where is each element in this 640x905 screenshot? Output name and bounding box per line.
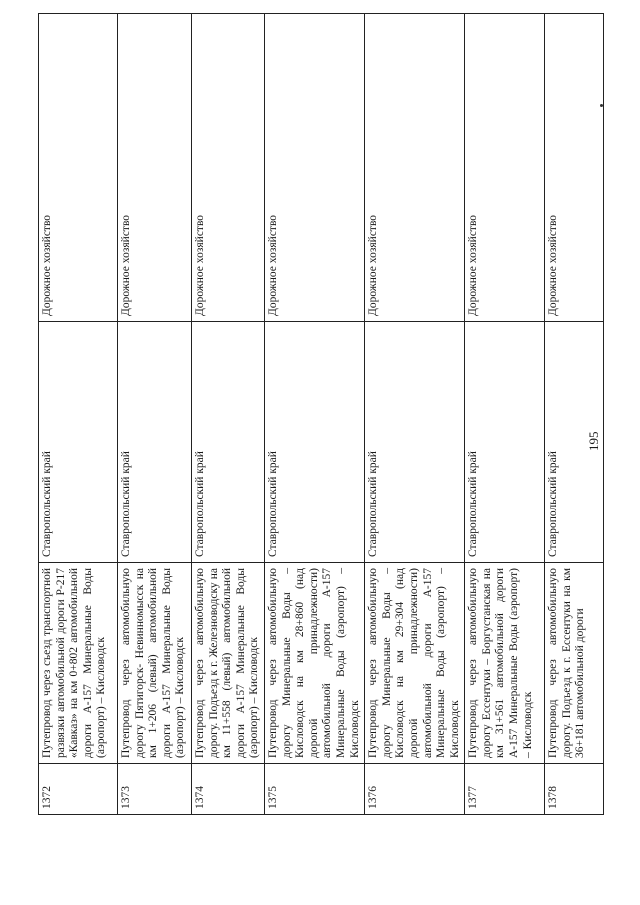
registry-table xyxy=(38,13,604,815)
object-name: Путепровод через автомобильную дорогу Минеральные Воды – Кисловодск на км 29+304 (над дорогой принадлежности) автомобильной дороги А-157 Минеральные Воды (аэропорт) – Кисловодск xyxy=(365,563,465,764)
row-number: 1375 xyxy=(264,764,364,815)
object-name: Путепровод через автомобильную дорогу. Подъезд к г. Ессентуки на км 36+181 автомобильной дороги xyxy=(545,563,604,764)
page-number: 195 xyxy=(586,431,601,451)
object-region: Ставропольский край xyxy=(365,322,465,563)
row-number: 1374 xyxy=(192,764,265,815)
row-number: 1378 xyxy=(545,764,604,815)
row-number: 1377 xyxy=(465,764,545,815)
object-sector: Дорожное хозяйство xyxy=(465,14,545,322)
table-row xyxy=(264,14,364,815)
table-row xyxy=(39,14,118,815)
row-number: 1372 xyxy=(39,764,118,815)
object-sector: Дорожное хозяйство xyxy=(264,14,364,322)
table-row xyxy=(118,14,192,815)
table-row xyxy=(365,14,465,815)
object-region: Ставропольский край xyxy=(118,322,192,563)
object-name: Путепровод через автомобильную дорогу Минеральные Воды – Кисловодск на км 28+860 (над дорогой принадлежности) автомобильной дороги А-157 Минеральные Воды (аэропорт) – Кисловодск xyxy=(264,563,364,764)
row-number: 1373 xyxy=(118,764,192,815)
object-name: Путепровод через автомобильную дорогу Ессентуки – Боргустанская на км 31+561 автомобильной дороги А-157 Минеральные Воды (аэропорт) – Кисловодск xyxy=(465,563,545,764)
row-number: 1376 xyxy=(365,764,465,815)
object-sector: Дорожное хозяйство xyxy=(365,14,465,322)
object-sector: Дорожное хозяйство xyxy=(118,14,192,322)
object-name: Путепровод через съезд транспортной развязки автомобильной дороги Р-217 «Кавказ» на км 0+802 автомобильной дороги А-157 Минеральные Воды (аэропорт) – Кисловодск xyxy=(39,563,118,764)
object-region: Ставропольский край xyxy=(192,322,265,563)
object-sector: Дорожное хозяйство xyxy=(192,14,265,322)
object-region: Ставропольский край xyxy=(39,322,118,563)
table-row xyxy=(192,14,265,815)
object-sector: Дорожное хозяйство xyxy=(39,14,118,322)
object-region: Ставропольский край xyxy=(545,322,604,563)
object-name: Путепровод через автомобильную дорогу. Подъезд к г. Железноводску на км 11+558 (левый) автомобильной дороги А-157 Минеральные Воды (аэропорт) – Кисловодск xyxy=(192,563,265,764)
table-row xyxy=(465,14,545,815)
object-sector: Дорожное хозяйство xyxy=(545,14,604,322)
object-name: Путепровод через автомобильную дорогу Пятигорск- Невинномысск на км 1+206 (левый) автомобильной дороги А-157 Минеральные Воды (аэропорт) – Кисловодск xyxy=(118,563,192,764)
object-region: Ставропольский край xyxy=(264,322,364,563)
table-row xyxy=(545,14,604,815)
object-region: Ставропольский край xyxy=(465,322,545,563)
